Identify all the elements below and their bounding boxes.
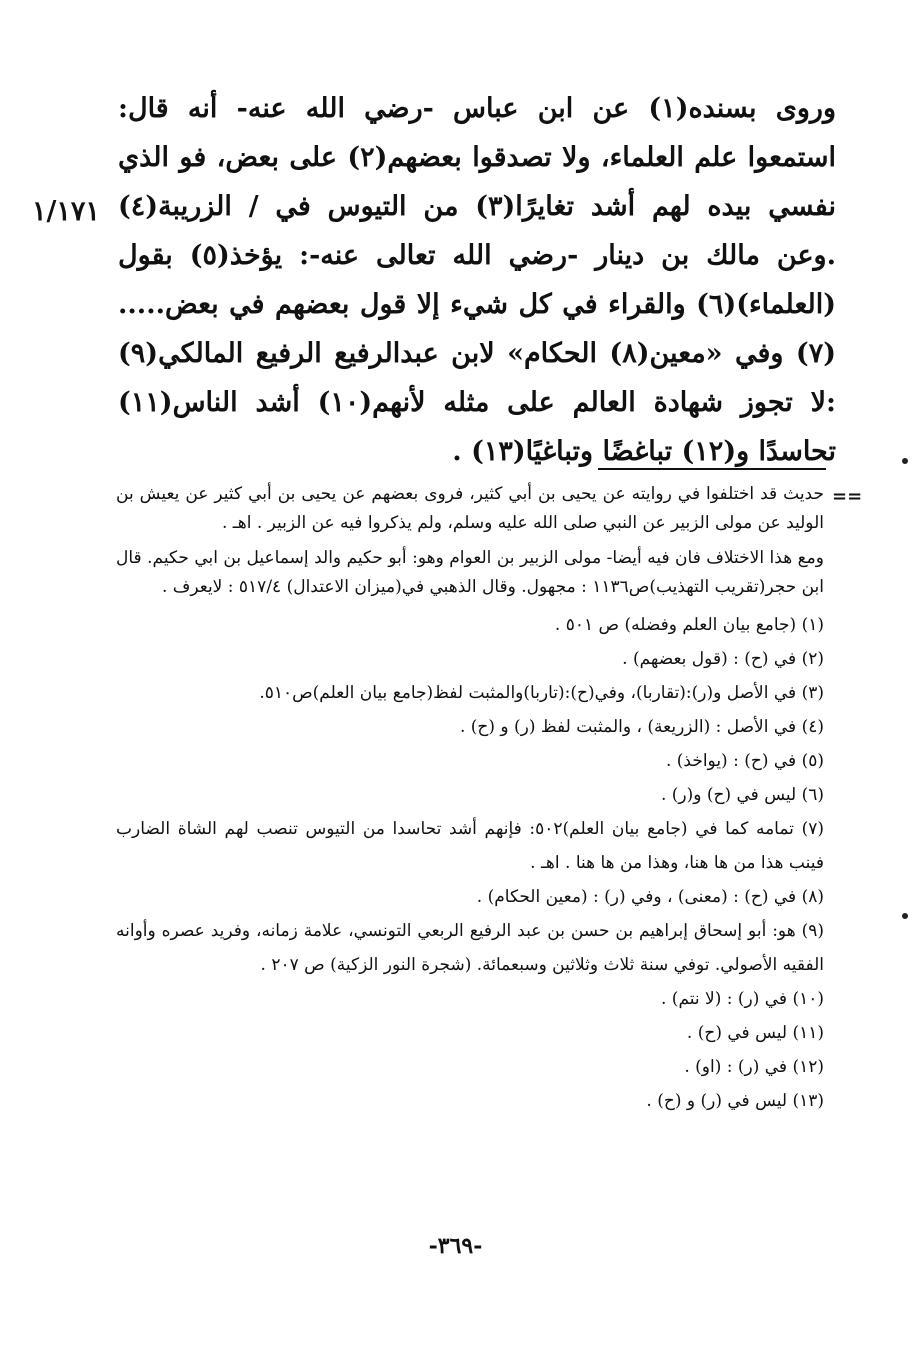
footnote-separator [598, 468, 826, 470]
main-paragraph: وروى بسنده(١) عن ابن عباس -رضي الله عنه- أنه قال: استمعوا علم العلماء، ولا تصدقوا بعضهم(٢) على بعض، فو الذي نفسي بيده لهم أشد تغايرًا(٣) من التيوس في / الزريبة(٤) .وعن مالك بن دينار -رضي الله تعالى عنه-: يؤخذ(٥) بقول (العلماء)(٦) والقراء في كل شيء إلا قول بعضهم في بعض..... (٧) وفي «معين(٨) الحكام» لابن عبدالرفيع الرفيع المالكي(٩) :لا تجوز شهادة العالم على مثله لأنهم(١٠) أشد الناس(١١) تحاسدًا و(١٢) تباغضًا وتباغيًا(١٣) . [118, 93, 836, 467]
footnote-continued-paragraph: حديث قد اختلفوا في روايته عن يحيى بن أبي كثير، فروى بعضهم عن يحيى بن أبي كثير عن يعيش بن الوليد عن مولى الزبير عن النبي صلى الله عليه وسلم، ولم يذكروا فيه عن الزبير . اهـ . [116, 484, 824, 533]
footnote-item: (٧) تمامه كما في (جامع بيان العلم)٥٠٢: فإنهم أشد تحاسدا من التيوس تنصب لهم الشاة الضارب فينب هذا من ها هنا، وهذا من ها هنا . اهـ . [116, 819, 824, 873]
footnote-item: (٢) في (ح) : (قول بعضهم) . [622, 649, 824, 669]
page-number: -٣٦٩- [428, 1233, 483, 1259]
footnote-item: (٦) ليس في (ح) و(ر) . [660, 785, 824, 805]
margin-folio-reference: ١/١٧١ [32, 196, 100, 227]
footnote-item: (١١) ليس في (ح) . [686, 1023, 824, 1043]
footnote-item: (١) (جامع بيان العلم وفضله) ص ٥٠١ . [554, 615, 824, 635]
footnote-continued-paragraph: ومع هذا الاختلاف فان فيه أيضا- مولى الزبير بن العوام وهو: أبو حكيم والد إسماعيل بن ابي حكيم. قال ابن حجر(تقريب التهذيب)ص١١٣٦ : مجهول. وقال الذهبي في(ميزان الاعتدال) ٥١٧/٤ : لايعرف . [116, 548, 824, 597]
footnote-item: (٤) في الأصل : (الزريعة) ، والمثبت لفظ (ر) و (ح) . [459, 717, 824, 737]
footnote-item: (١٠) في (ر) : (لا نتم) . [661, 989, 824, 1009]
scan-speck [902, 458, 908, 464]
footnote-item: (٩) هو: أبو إسحاق إبراهيم بن حسن بن عبد الرفيع الربعي التونسي، علامة زمانه، وفريد عصره وأوانه الفقيه الأصولي. توفي سنة ثلاث وثلاثين وسبعمائة. (شجرة النور الزكية) ص ٢٠٧ . [116, 921, 824, 975]
footnote-item: (١٣) ليس في (ر) و (ح) . [646, 1091, 824, 1111]
footnote-item: (٣) في الأصل و(ر):(تقاربا)، وفي(ح):(تاربا)والمثبت لفظ(جامع بيان العلم)ص٥١٠. [259, 683, 824, 703]
footnote-item: (٨) في (ح) : (معنى) ، وفي (ر) : (معين الحكام) . [476, 887, 824, 907]
footnote-continuation-mark: == [832, 486, 863, 507]
footnote-item: (١٢) في (ر) : (او) . [684, 1057, 824, 1077]
scan-speck [902, 913, 908, 919]
main-text-block [118, 84, 836, 476]
footnote-item: (٥) في (ح) : (يواخذ) . [665, 751, 824, 771]
footnotes-section [116, 480, 824, 1118]
